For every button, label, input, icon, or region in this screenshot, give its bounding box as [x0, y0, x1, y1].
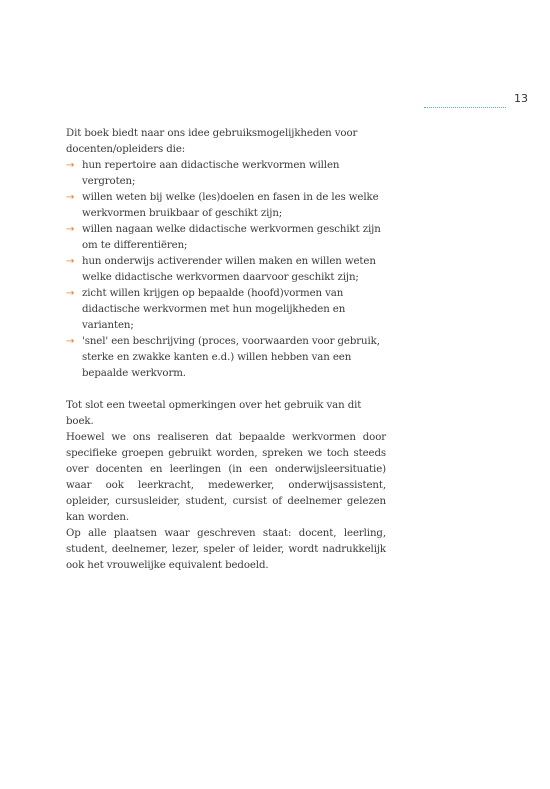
- list-item: [66, 286, 386, 334]
- arrow-right-icon: →: [66, 336, 75, 347]
- list-item-text: hun onderwijs activerender willen maken en willen weten welke didactische werkvormen daarvoor geschikt zijn;: [82, 256, 376, 283]
- list-item-text: hun repertoire aan didactische werkvormen willen vergroten;: [82, 160, 340, 187]
- header-dotted-rule: [424, 107, 506, 108]
- intro-paragraph: Dit boek biedt naar ons idee gebruiksmogelijkheden voor docenten/opleiders die:: [66, 128, 358, 155]
- paragraph-spacer: [66, 382, 386, 398]
- arrow-right-icon: →: [66, 192, 75, 203]
- page-number: 13: [514, 92, 528, 105]
- arrow-right-icon: →: [66, 288, 75, 299]
- list-item-text: 'snel' een beschrijving (proces, voorwaarden voor gebruik, sterke en zwakke kanten e.d.) willen hebben van een bepaalde werkvorm.: [82, 336, 380, 379]
- list-item-text: willen nagaan welke didactische werkvormen geschikt zijn om te differentiëren;: [82, 224, 381, 251]
- arrow-right-icon: →: [66, 256, 75, 267]
- page-header: [424, 92, 528, 112]
- list-item: [66, 254, 386, 286]
- bullet-list: [66, 158, 386, 382]
- list-item-text: willen weten bij welke (les)doelen en fasen in de les welke werkvormen bruikbaar of geschikt zijn;: [82, 192, 379, 219]
- closing-paragraph-3: Op alle plaatsen waar geschreven staat: docent, leerling, student, deelnemer, lezer, speler of leider, wordt nadrukkelijk ook het vrouwelijke equivalent bedoeld.: [66, 528, 386, 571]
- list-item: [66, 334, 386, 382]
- arrow-right-icon: →: [66, 160, 75, 171]
- page-body: [66, 126, 386, 574]
- list-item: [66, 158, 386, 190]
- closing-paragraph-2: Hoewel we ons realiseren dat bepaalde werkvormen door specifieke groepen gebruikt worden, spreken we toch steeds over docenten en leerlingen (in een onderwijsleersituatie) waar ook leerkracht, medewerker, onderwijsassistent, opleider, cursusleider, student, cursist of deelnemer gelezen kan worden.: [66, 432, 386, 523]
- list-item: [66, 222, 386, 254]
- list-item: [66, 190, 386, 222]
- arrow-right-icon: →: [66, 224, 75, 235]
- list-item-text: zicht willen krijgen op bepaalde (hoofd)vormen van didactische werkvormen met hun mogelijkheden en varianten;: [82, 288, 346, 331]
- closing-section: [66, 398, 386, 574]
- closing-paragraph-1: Tot slot een tweetal opmerkingen over het gebruik van dit boek.: [66, 400, 362, 427]
